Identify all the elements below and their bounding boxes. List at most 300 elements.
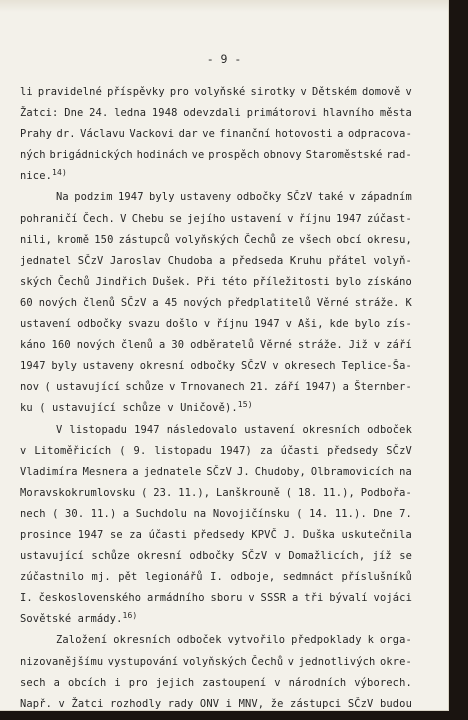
word: odboček — [176, 634, 222, 647]
word: získáno — [367, 275, 412, 288]
word: budou — [379, 697, 412, 710]
word: 30 — [171, 339, 185, 352]
word: 1947 — [77, 528, 104, 541]
word: odpracova- — [347, 128, 412, 141]
word: Olbramovicích — [310, 465, 395, 478]
word: armádního — [146, 592, 205, 605]
word: bývalí — [329, 592, 368, 605]
text-line — [20, 483, 412, 504]
word: zís- — [386, 318, 412, 331]
word: prospěch — [208, 149, 260, 162]
line-text: ku ( ustavující schůze v Uničově). — [20, 402, 238, 415]
word: J. — [236, 465, 250, 478]
word: jejího — [187, 212, 226, 225]
word: Moravskokrumlovsku — [20, 486, 136, 499]
word: v — [203, 318, 211, 331]
word: schůze — [125, 381, 164, 394]
word: města — [379, 107, 412, 120]
text-line — [20, 652, 412, 673]
word: okresní — [139, 360, 185, 373]
word: 11.) — [90, 507, 117, 520]
word: 11.). — [334, 507, 367, 520]
word: ze — [281, 233, 295, 246]
word: zastoupení — [202, 676, 267, 689]
word: Dětském — [312, 86, 357, 98]
word: odbočky — [189, 550, 235, 563]
word: kromě — [57, 233, 90, 246]
word: Trnovanech — [180, 381, 245, 394]
word: Chudoba — [167, 254, 213, 267]
word: ( — [52, 507, 59, 520]
word: uskutečnila — [341, 528, 412, 541]
footnote-marker: 14) — [52, 168, 67, 178]
word: jednatele — [143, 465, 202, 478]
word: Prahy — [20, 128, 53, 141]
word: účasti — [280, 444, 320, 457]
text-line — [20, 525, 412, 546]
word: a — [292, 592, 299, 605]
word: předpoklady — [291, 634, 362, 647]
word: V — [120, 212, 127, 225]
footnote-marker: 16) — [122, 611, 138, 621]
text-line — [20, 187, 412, 208]
word: V — [56, 423, 63, 436]
text-line — [20, 462, 412, 483]
word: 1947) — [305, 381, 338, 394]
word: Čechů — [244, 233, 277, 246]
word: Chudoby, — [254, 465, 306, 478]
word: pohraničí — [20, 212, 78, 225]
word: ( — [296, 507, 303, 520]
word: orga- — [379, 634, 412, 647]
word: předsedy — [327, 444, 379, 457]
word: ustavení — [230, 212, 283, 225]
word: západním — [360, 191, 412, 204]
word: a — [342, 381, 349, 394]
word: a — [122, 507, 130, 520]
word: 21. — [250, 381, 270, 394]
word: v — [272, 360, 279, 373]
word: ustavující — [20, 550, 85, 563]
word: Věrné — [316, 296, 349, 309]
word: v — [287, 655, 295, 668]
word: Např. — [20, 697, 53, 710]
word: 1947 — [20, 360, 46, 373]
word: I. — [20, 592, 33, 605]
word: Dne — [64, 107, 84, 120]
word: v — [373, 339, 381, 352]
word: zúčast- — [367, 212, 412, 225]
word: Na — [56, 191, 69, 204]
text-line — [20, 314, 412, 335]
word: 18. — [297, 486, 318, 499]
word: a — [337, 128, 344, 141]
word: rady — [167, 697, 194, 710]
text-line — [20, 82, 412, 103]
word: rozhodly — [110, 697, 162, 710]
word: ných — [20, 149, 46, 162]
word: na — [399, 465, 412, 478]
word: účasti — [148, 528, 188, 541]
text-line — [20, 377, 412, 398]
word: pro — [128, 676, 148, 689]
word: 160 — [51, 339, 71, 352]
word: obcích — [67, 676, 107, 689]
word: ských — [20, 275, 53, 288]
word: příspěvky — [107, 86, 165, 98]
word: Šternber- — [354, 381, 412, 394]
word: SČzV — [240, 360, 267, 373]
word: v — [20, 444, 27, 457]
word: v — [348, 191, 356, 204]
word: říjnu — [216, 318, 249, 331]
word: byly — [149, 191, 175, 204]
word: Duška — [302, 528, 335, 541]
word: zástupců — [118, 233, 170, 246]
word: členů — [83, 296, 116, 309]
footnote-marker: 15) — [237, 400, 253, 410]
word: Lanškrouně — [215, 486, 281, 499]
word: Mesnera — [82, 465, 128, 478]
word: schůze — [91, 550, 130, 563]
word: ( — [119, 444, 126, 457]
text-line — [20, 230, 412, 251]
word: 1947 — [254, 318, 280, 331]
word: SČzV — [241, 550, 268, 563]
text-line — [20, 609, 412, 630]
word: domově — [361, 86, 401, 98]
word: 60 — [20, 296, 33, 309]
word: ve — [191, 149, 205, 162]
word: byly — [51, 360, 77, 373]
word: nových — [76, 339, 116, 352]
word: v — [248, 592, 255, 605]
word: brigádnických — [49, 149, 133, 162]
word: 9. — [133, 444, 147, 457]
word: Novojičínsku — [212, 507, 290, 520]
text-line — [20, 398, 412, 419]
body-text — [20, 82, 412, 715]
word: SČzV — [286, 191, 313, 204]
word: rad- — [386, 149, 412, 162]
word: září — [386, 339, 412, 352]
word: volyňské — [194, 86, 246, 98]
word: sirotky — [250, 86, 296, 98]
word: obcí — [336, 233, 362, 246]
word: Již — [348, 339, 368, 352]
word: Dne — [373, 507, 393, 520]
text-line — [20, 251, 412, 272]
word: národních — [288, 676, 347, 689]
word: 30. — [65, 507, 85, 520]
word: ustavení — [244, 423, 296, 436]
word: příležitosti — [253, 275, 330, 288]
text-line — [20, 166, 412, 187]
word: se — [169, 212, 182, 225]
word: dar — [178, 128, 198, 141]
word: nech — [20, 507, 46, 520]
word: v — [58, 697, 65, 710]
word: tři — [304, 592, 324, 605]
word: Václavu — [80, 128, 125, 141]
word: ve — [202, 128, 215, 141]
word: SČzV — [77, 254, 104, 267]
word: i — [114, 676, 121, 689]
text-line — [20, 145, 412, 166]
line-text: nice. — [20, 170, 53, 183]
word: SČzV — [120, 296, 147, 309]
word: hlavního — [322, 107, 375, 120]
word: nizovanějšímu — [20, 655, 104, 668]
word: okresech — [284, 360, 336, 373]
word: obnovy — [263, 149, 302, 162]
word: 23. — [153, 486, 173, 499]
word: okresní — [137, 550, 183, 563]
text-line — [20, 209, 412, 230]
text-line — [20, 588, 412, 609]
text-line — [20, 356, 412, 377]
word: SČzV — [386, 444, 412, 457]
word: 7. — [399, 507, 412, 520]
word: Aši, — [298, 318, 324, 331]
word: Chebu — [131, 212, 164, 225]
word: prosince — [20, 528, 72, 541]
word: ledna — [114, 107, 147, 120]
word: volyňských — [182, 655, 247, 668]
word: Žatci: — [20, 107, 59, 120]
word: a — [132, 465, 139, 478]
word: pro — [169, 86, 190, 98]
word: 11.), — [322, 486, 355, 499]
word: na — [193, 507, 207, 520]
word: 14. — [309, 507, 329, 520]
text-line — [20, 441, 412, 462]
word: a — [53, 676, 60, 689]
word: také — [317, 191, 344, 204]
word: že — [270, 697, 284, 710]
text-line — [20, 420, 412, 441]
word: výborech. — [354, 676, 412, 689]
word: 1948 — [151, 107, 178, 120]
word: volyň- — [373, 254, 412, 267]
word: předplatitelů — [227, 296, 311, 309]
word: odboček — [367, 423, 412, 436]
word: říjnu — [298, 212, 331, 225]
word: Domažlicích, — [288, 550, 366, 563]
word: 11.), — [178, 486, 211, 499]
word: ustaveny — [82, 360, 134, 373]
word: legionářů — [144, 571, 203, 584]
word: K — [405, 296, 412, 309]
word: odbočky — [77, 318, 123, 331]
word: a — [152, 296, 159, 309]
word: v — [405, 86, 412, 98]
word: zúčastnilo — [20, 571, 85, 584]
word: nových — [183, 296, 222, 309]
word: 1947 — [118, 191, 144, 204]
word: v — [300, 86, 307, 98]
word: volyňských — [174, 233, 240, 246]
word: došlo — [165, 318, 198, 331]
word: ( — [141, 486, 148, 499]
word: ustavení — [20, 318, 72, 331]
text-line — [20, 567, 412, 588]
word: předsedy — [193, 528, 245, 541]
word: Staroměstské — [305, 149, 383, 162]
word: jednotlivých — [298, 655, 376, 668]
word: za — [259, 444, 273, 457]
word: sech — [20, 676, 46, 689]
word: svazu — [127, 318, 160, 331]
word: nových — [38, 296, 78, 309]
word: odevzdali — [183, 107, 241, 120]
word: přátel — [328, 254, 367, 267]
page-number: - 9 - — [206, 52, 242, 66]
word: stráže. — [354, 296, 400, 309]
text-line — [20, 335, 412, 356]
word: k — [367, 634, 374, 647]
line-text: Sovětské armády. — [20, 613, 123, 626]
word: pět — [118, 571, 138, 584]
word: ustaveny — [180, 191, 232, 204]
word: Podbořa- — [360, 486, 412, 499]
word: předseda — [232, 254, 284, 267]
word: okresních — [302, 423, 361, 436]
word: okresních — [113, 634, 171, 647]
word: ( — [285, 486, 293, 499]
word: v — [274, 676, 281, 689]
word: bylo — [335, 275, 362, 288]
word: Vackovi — [129, 128, 175, 141]
word: v — [169, 381, 176, 394]
word: Dušek. — [152, 275, 191, 288]
word: jednatel — [20, 254, 72, 267]
word: okre- — [379, 655, 412, 668]
word: li — [20, 86, 33, 98]
word: sedmnáct — [282, 571, 334, 584]
word: 150 — [94, 233, 114, 246]
word: jejich — [155, 676, 195, 689]
word: Čechů — [57, 275, 90, 288]
text-line — [20, 272, 412, 293]
word: hodinách — [136, 149, 188, 162]
word: příslušníků — [341, 571, 412, 584]
word: Vladimíra — [20, 465, 78, 478]
word: 24. — [89, 107, 109, 120]
word: listopadu — [69, 423, 128, 436]
word: jíž — [372, 550, 392, 563]
word: sboru — [210, 592, 243, 605]
word: i — [225, 697, 233, 710]
word: odbočky — [236, 191, 282, 204]
word: Při — [196, 275, 216, 288]
word: a — [159, 339, 166, 352]
word: odbočky — [190, 360, 236, 373]
word: se — [399, 550, 412, 563]
page-top-edge — [0, 0, 448, 12]
word: zástupci — [290, 697, 342, 710]
word: členů — [121, 339, 154, 352]
word: Teplice-Ša- — [341, 360, 412, 373]
word: podzim — [74, 191, 113, 204]
word: září — [274, 381, 301, 394]
word: mj. — [91, 571, 111, 584]
word: za — [129, 528, 143, 541]
word: bylo — [354, 318, 381, 331]
text-line — [20, 103, 412, 124]
word: kde — [329, 318, 349, 331]
word: 45 — [164, 296, 178, 309]
word: Věrné — [260, 339, 293, 352]
text-line — [20, 673, 412, 694]
word: Čech. — [82, 212, 115, 225]
word: vojáci — [373, 592, 412, 605]
word: se — [109, 528, 123, 541]
word: MNV, — [238, 697, 265, 710]
word: ustavující — [56, 381, 121, 394]
word: Jindřich — [95, 275, 147, 288]
word: J. — [283, 528, 297, 541]
word: následovalo — [166, 423, 238, 436]
word: ( — [44, 381, 51, 394]
word: nov — [20, 381, 40, 394]
word: v — [285, 318, 293, 331]
word: Čechů — [251, 655, 284, 668]
word: vytvořilo — [227, 634, 286, 647]
word: 1947) — [219, 444, 252, 457]
text-line — [20, 504, 412, 525]
word: I. — [210, 571, 223, 584]
word: 1947 — [134, 423, 160, 436]
word: pravidelné — [37, 86, 102, 98]
word: dr. — [56, 128, 76, 141]
word: ONV — [199, 697, 220, 710]
word: Založení — [56, 634, 108, 647]
word: finanční — [219, 128, 271, 141]
word: Žatci — [71, 697, 104, 710]
word: okresu, — [367, 233, 412, 246]
word: vystupování — [107, 655, 179, 668]
word: československého — [38, 592, 142, 605]
word: Suchdolu — [135, 507, 188, 520]
word: SČzV — [206, 465, 232, 478]
word: káno — [20, 339, 46, 352]
word: primátorovi — [246, 107, 318, 120]
text-line — [20, 124, 412, 145]
word: SSSR — [260, 592, 287, 605]
text-line — [20, 630, 412, 651]
text-line — [20, 546, 412, 567]
word: listopadu — [154, 444, 212, 457]
word: a — [219, 254, 226, 267]
text-line — [20, 293, 412, 314]
word: v — [287, 212, 294, 225]
word: všech — [299, 233, 332, 246]
word: KPVČ — [251, 528, 277, 541]
word: Jaroslav — [109, 254, 162, 267]
word: hotovosti — [275, 128, 333, 141]
word: SČzV — [347, 697, 374, 710]
word: stráže. — [298, 339, 343, 352]
text-line — [20, 694, 412, 715]
word: 1947 — [336, 212, 362, 225]
word: v — [274, 550, 282, 563]
word: odběratelů — [190, 339, 255, 352]
word: této — [221, 275, 248, 288]
word: odboje, — [230, 571, 276, 584]
word: Kruhu — [289, 254, 322, 267]
word: nili, — [20, 233, 53, 246]
